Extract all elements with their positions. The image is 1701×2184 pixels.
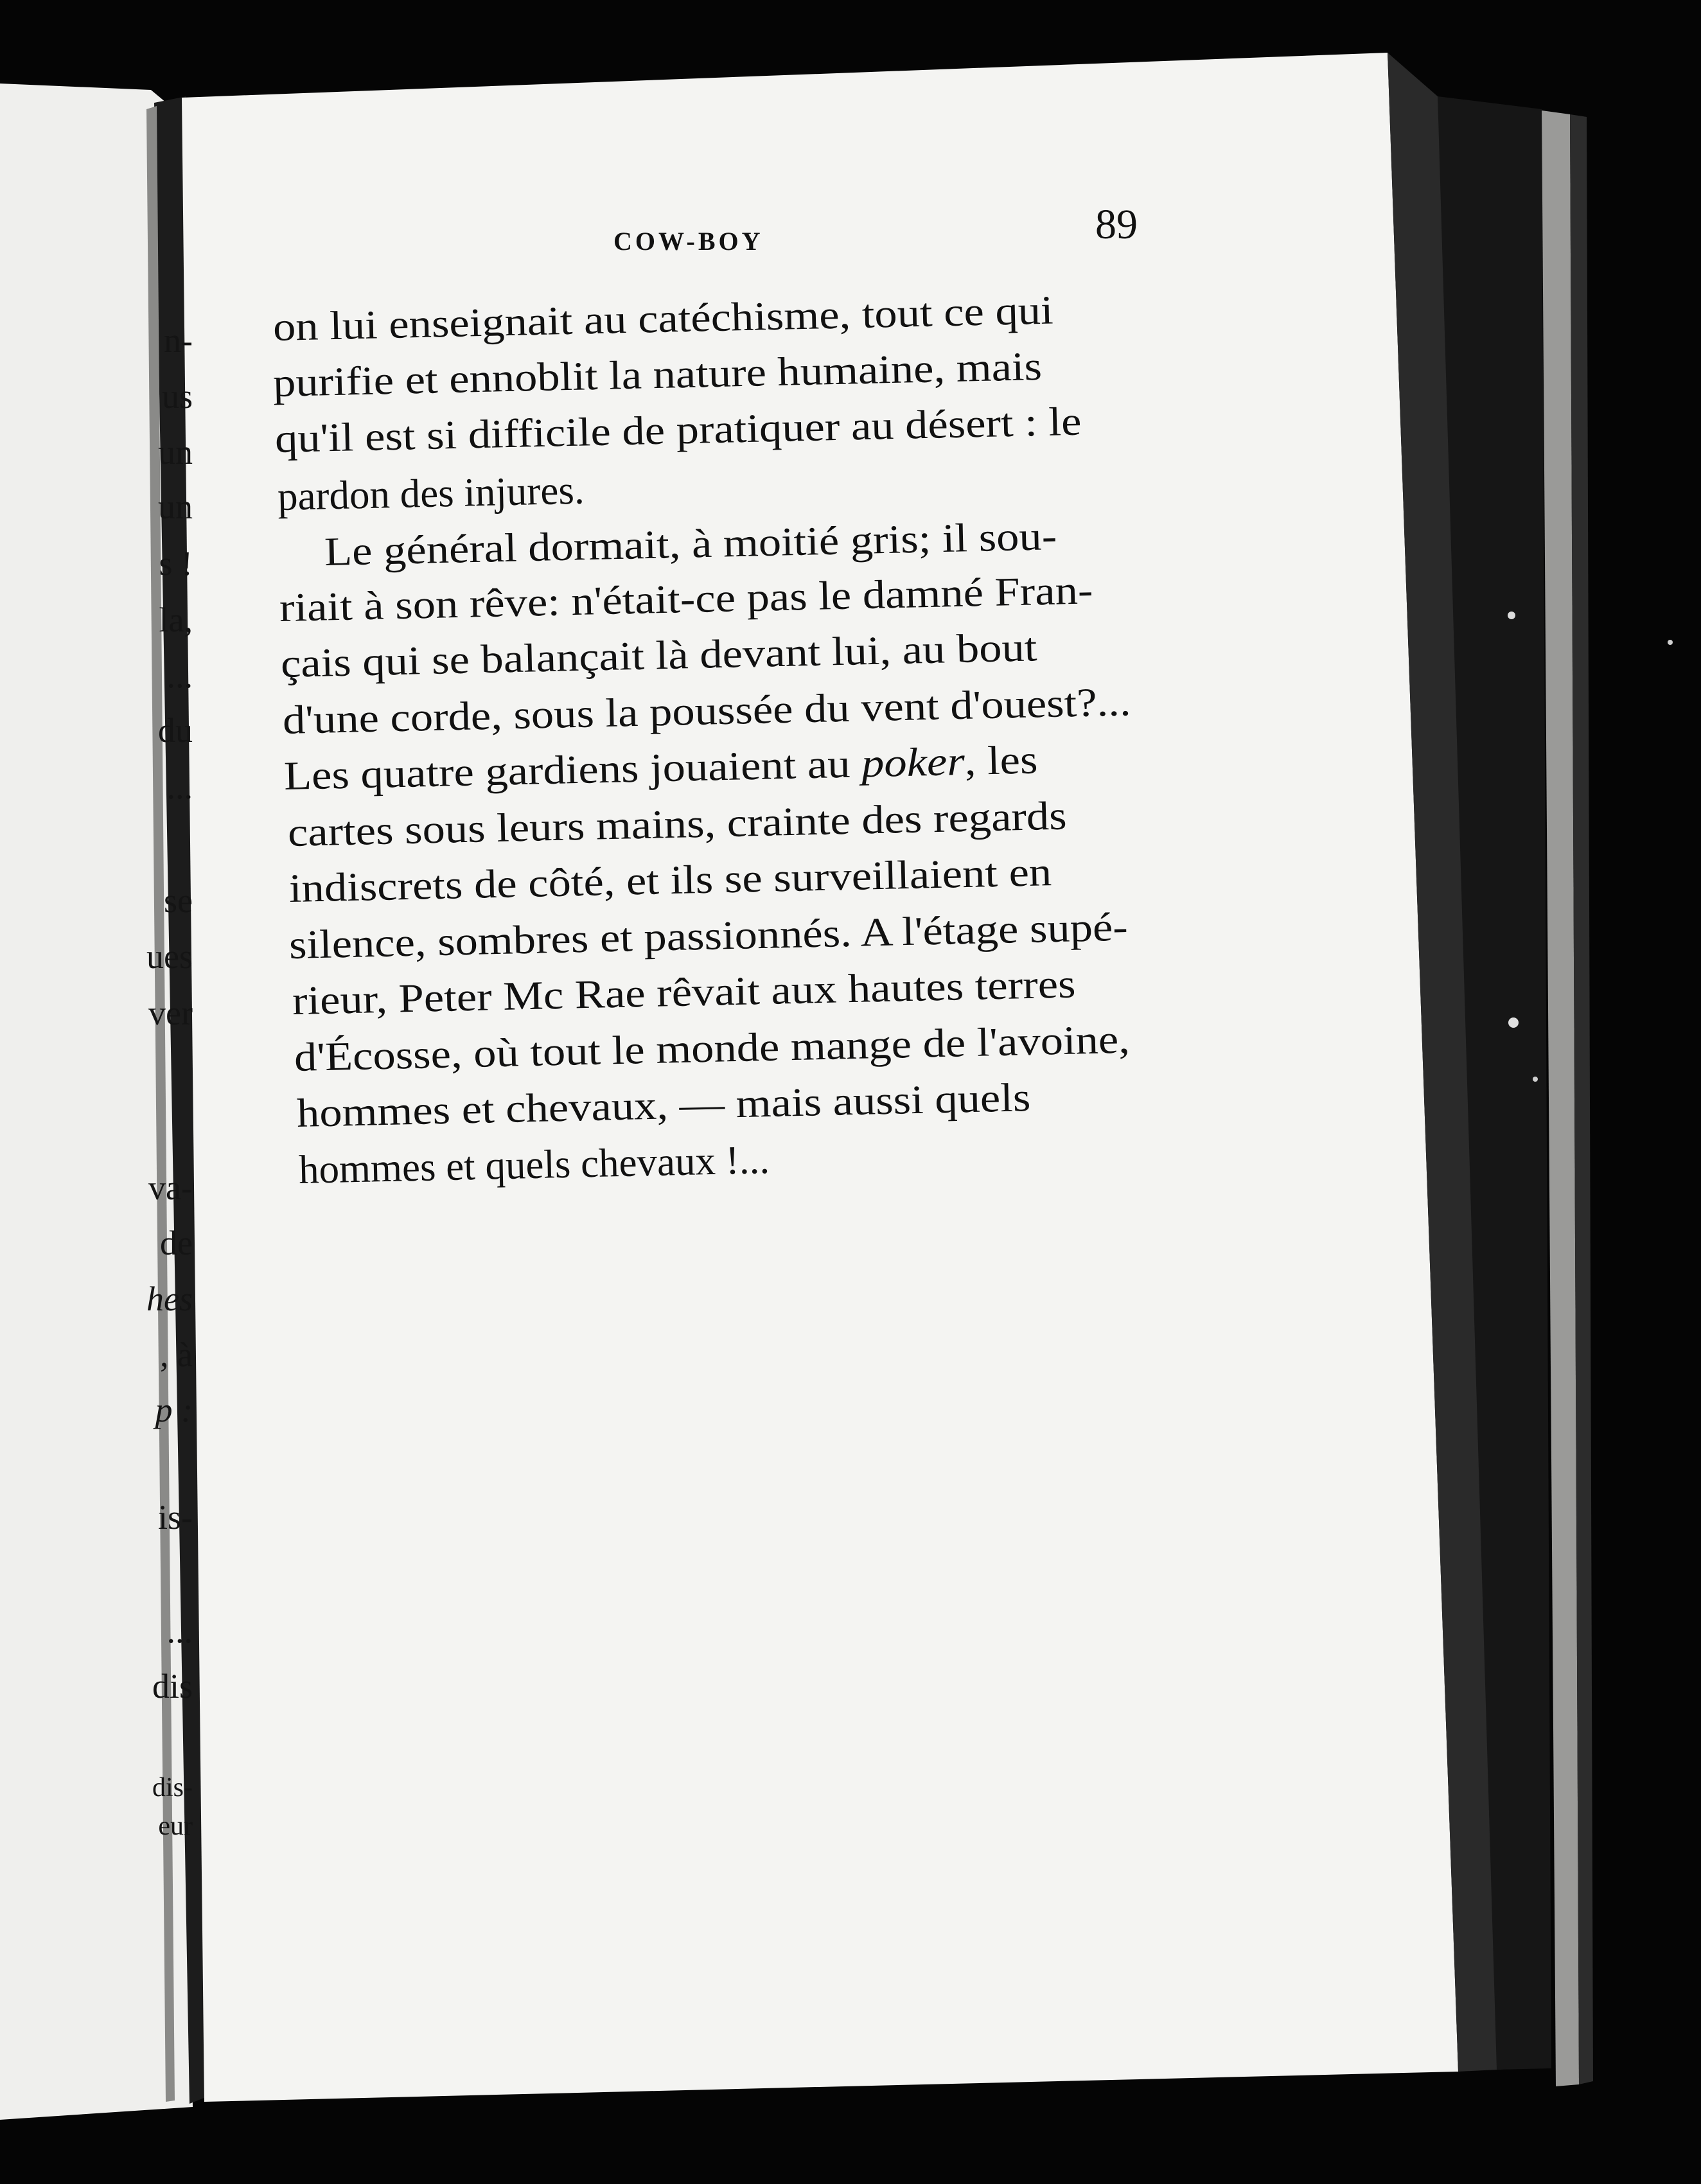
left-page-line: de xyxy=(160,1224,193,1262)
left-page-line: va- xyxy=(148,1168,193,1207)
text-line: hommes et quels chevaux !... xyxy=(298,1137,770,1192)
left-page-line: us xyxy=(161,377,193,416)
left-page-line: ... xyxy=(166,656,193,695)
text-line: qu'il est si difficile de pratiquer au désert : le xyxy=(274,398,1082,461)
text-line: Le général dormait, à moitié gris; il sou- xyxy=(324,513,1057,574)
left-page-line: , à xyxy=(160,1335,193,1374)
left-page-line: un xyxy=(158,433,193,471)
text-line: cartes sous leurs mains, crainte des regards xyxy=(287,793,1068,855)
left-page-line: ver xyxy=(148,994,193,1032)
left-page-line: s ! xyxy=(159,544,193,583)
left-page-footnote-line: dis- xyxy=(152,1773,193,1802)
left-page-line: is- xyxy=(158,1498,193,1537)
text-line: on lui enseignait au catéchisme, tout ce qui xyxy=(272,287,1054,349)
left-page-line: se xyxy=(164,881,193,920)
text-line: çais qui se balançait là devant lui, au bout xyxy=(280,624,1038,686)
left-page-line: du xyxy=(158,711,193,750)
text-line: hommes et chevaux, — mais aussi quels xyxy=(296,1075,1031,1136)
running-head: COW-BOY xyxy=(613,227,764,256)
left-page-line: dis xyxy=(152,1667,193,1705)
text-line: pardon des injures. xyxy=(277,467,585,519)
left-page-line: un xyxy=(158,488,193,526)
text-line: silence, sombres et passionnés. A l'étage supé- xyxy=(288,904,1129,967)
italic-word: poker xyxy=(861,738,965,786)
page-number: 89 xyxy=(1095,201,1138,248)
left-page-line: n- xyxy=(164,321,193,360)
text-line: purifie et ennoblit la nature humaine, mais xyxy=(272,343,1043,405)
text-line: d'Écosse, où tout le monde mange de l'avoine, xyxy=(294,1016,1131,1080)
text-line: indiscrets de côté, et ils se surveillaient en xyxy=(288,849,1052,911)
left-page-line: ues xyxy=(146,937,193,976)
left-page-line: p : xyxy=(155,1391,193,1429)
left-page-line: ... xyxy=(166,1612,193,1650)
left-page-line: la, xyxy=(159,601,193,639)
text-line: riait à son rêve: n'était-ce pas le damné Fran- xyxy=(279,567,1094,630)
text-line: d'une corde, sous la poussée du vent d'ouest?... xyxy=(282,679,1132,743)
left-page-line: ... xyxy=(166,768,193,806)
left-page-footnote-line: eur xyxy=(158,1811,193,1841)
text-line: Les quatre gardiens jouaient au poker, les xyxy=(283,737,1039,798)
left-page-line: hes xyxy=(146,1280,193,1318)
text-line: rieur, Peter Mc Rae rêvait aux hautes terres xyxy=(292,961,1077,1023)
